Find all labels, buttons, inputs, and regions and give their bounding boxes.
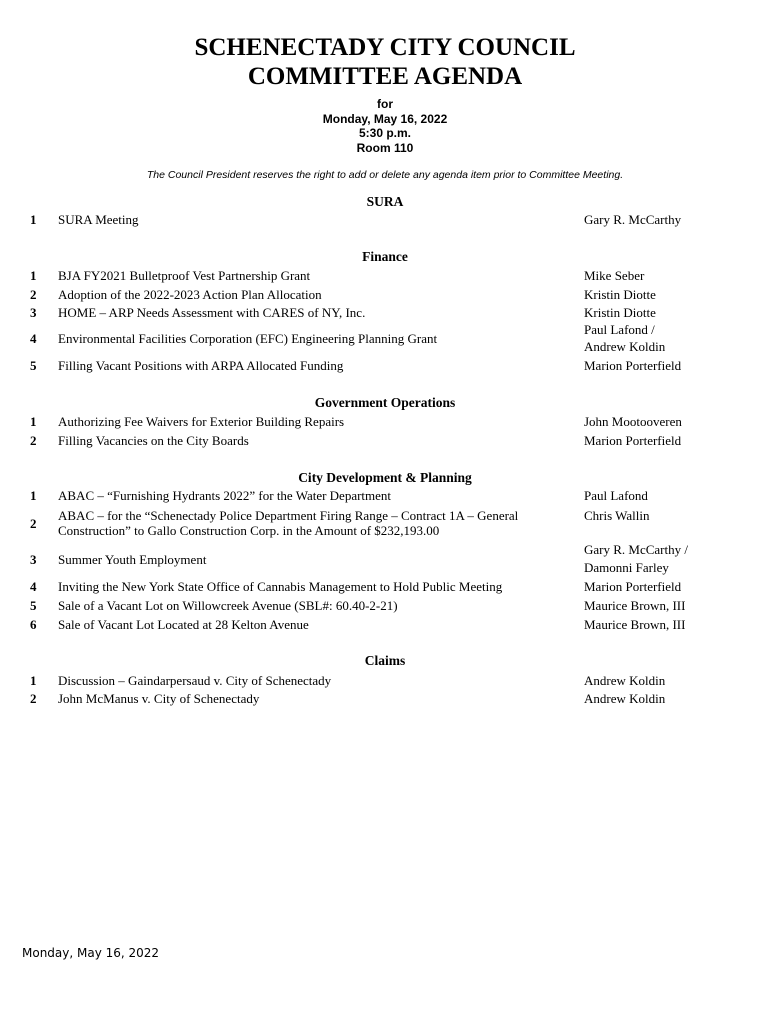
item-text: Discussion – Gaindarpersaud v. City of Schenectady: [58, 673, 332, 688]
item-text: Sale of a Vacant Lot on Willowcreek Avenue (SBL#: 60.40-2-21): [58, 598, 398, 613]
item-presenter: Gary R. McCarthy: [584, 212, 682, 227]
item-text: John McManus v. City of Schenectady: [58, 691, 260, 706]
item-text: HOME – ARP Needs Assessment with CARES of NY, Inc.: [58, 305, 366, 320]
item-text: Filling Vacant Positions with ARPA Allocated Funding: [58, 358, 344, 373]
item-presenter: Andrew Koldin: [584, 691, 666, 706]
item-text: Adoption of the 2022-2023 Action Plan Allocation: [58, 287, 322, 302]
item-text: BJA FY2021 Bulletproof Vest Partnership Grant: [58, 268, 311, 283]
section-heading-finance: Finance: [362, 249, 408, 264]
item-number: 5: [30, 598, 37, 613]
item-number: 2: [30, 433, 37, 448]
item-number: 1: [30, 414, 37, 429]
item-number: 1: [30, 212, 37, 227]
item-presenter: Maurice Brown, III: [584, 598, 686, 613]
item-number: 1: [30, 488, 37, 503]
item-number: 2: [30, 691, 37, 706]
item-presenter-line-1: Paul Lafond /: [584, 322, 655, 337]
footer-date: Monday, May 16, 2022: [22, 946, 160, 960]
item-text: Inviting the New York State Office of Cannabis Management to Hold Public Meeting: [58, 579, 503, 594]
item-number: 1: [30, 673, 37, 688]
item-presenter-line-2: Damonni Farley: [584, 560, 669, 575]
item-presenter: Andrew Koldin: [584, 673, 666, 688]
item-presenter: Chris Wallin: [584, 508, 650, 523]
item-number: 3: [30, 305, 37, 320]
section-heading-claims: Claims: [364, 653, 406, 668]
item-text: ABAC – “Furnishing Hydrants 2022” for the Water Department: [58, 488, 392, 503]
item-text: Summer Youth Employment: [58, 552, 207, 567]
item-presenter: Kristin Diotte: [584, 305, 656, 320]
item-number: 6: [30, 617, 37, 632]
disclaimer: The Council President reserves the right to add or delete any agenda item prior to Committee Meeting.: [146, 169, 624, 181]
agenda-title: [0, 33, 770, 91]
item-number: 1: [30, 268, 37, 283]
section-heading-government-operations: Government Operations: [314, 395, 456, 410]
title-line-1: SCHENECTADY CITY COUNCIL: [194, 34, 576, 61]
meeting-room: Room 110: [356, 141, 414, 156]
item-presenter: Marion Porterfield: [584, 579, 682, 594]
item-presenter: Kristin Diotte: [584, 287, 656, 302]
item-presenter: John Mootooveren: [584, 414, 682, 429]
item-text: Sale of Vacant Lot Located at 28 Kelton Avenue: [58, 617, 309, 632]
item-presenter-line-2: Andrew Koldin: [584, 339, 666, 354]
item-text: SURA Meeting: [58, 212, 139, 227]
item-presenter: Mike Seber: [584, 268, 645, 283]
section-heading-sura: SURA: [366, 194, 404, 209]
item-text: Environmental Facilities Corporation (EFC) Engineering Planning Grant: [58, 331, 438, 346]
item-presenter-line-1: Gary R. McCarthy /: [584, 542, 688, 557]
item-number: 3: [30, 552, 37, 567]
item-number: 2: [30, 287, 37, 302]
item-presenter: Marion Porterfield: [584, 358, 682, 373]
meeting-date: Monday, May 16, 2022: [322, 111, 448, 126]
item-number: 4: [30, 579, 37, 594]
item-presenter: Paul Lafond: [584, 488, 648, 503]
for-label: for: [377, 97, 393, 111]
item-text-line-2: Construction” to Gallo Construction Corp. in the Amount of $232,193.00: [58, 523, 440, 538]
item-number: 4: [30, 331, 37, 346]
section-heading-city-development: City Development & Planning: [298, 470, 472, 485]
meeting-time: 5:30 p.m.: [358, 126, 412, 141]
item-presenter: Maurice Brown, III: [584, 617, 686, 632]
item-number: 2: [30, 516, 37, 531]
item-text: Filling Vacancies on the City Boards: [58, 433, 249, 448]
item-text: Authorizing Fee Waivers for Exterior Building Repairs: [58, 414, 345, 429]
meeting-info: [0, 97, 770, 156]
title-line-2: COMMITTEE AGENDA: [247, 63, 523, 90]
item-number: 5: [30, 358, 37, 373]
item-presenter: Marion Porterfield: [584, 433, 682, 448]
item-text-line-1: ABAC – for the “Schenectady Police Department Firing Range – Contract 1A – General: [58, 508, 519, 523]
